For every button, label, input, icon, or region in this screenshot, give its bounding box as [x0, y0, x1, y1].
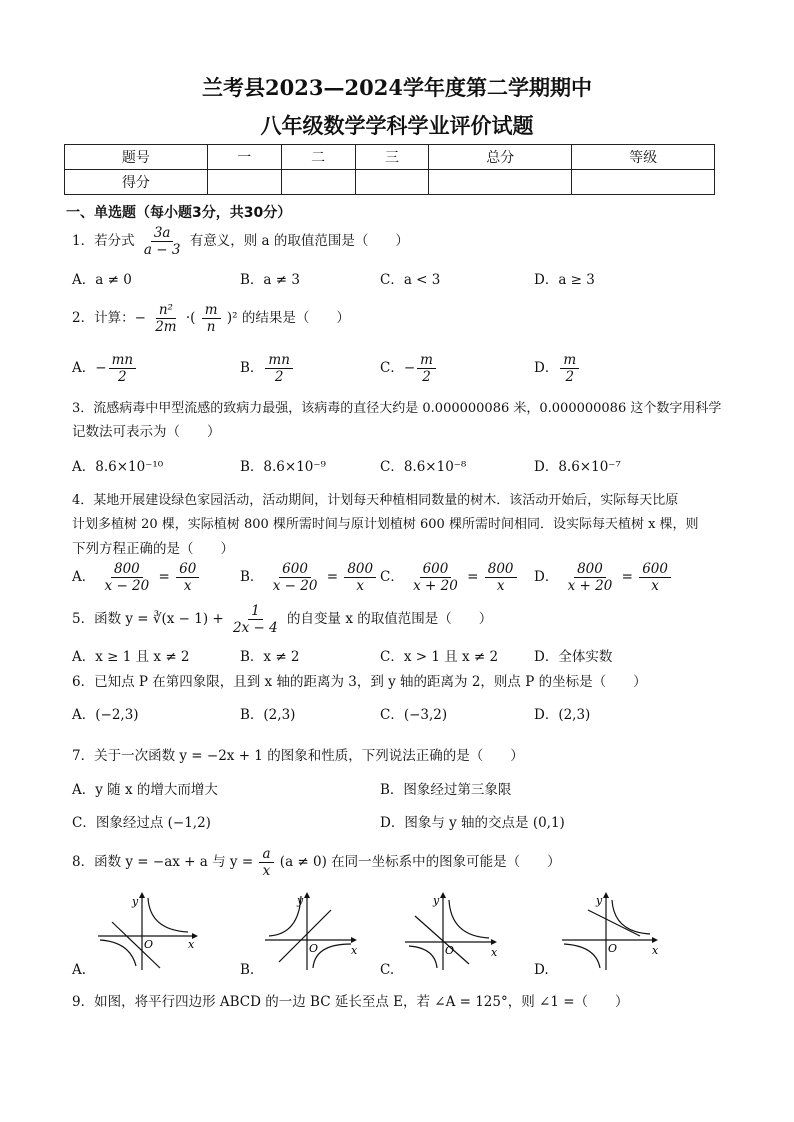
- question-1-stem: [72, 225, 409, 258]
- text: B．: [240, 569, 264, 585]
- option-a: [72, 352, 138, 385]
- score-table-score-row: [65, 170, 715, 195]
- option-c: [380, 561, 519, 594]
- option-a: A．y 随 x 的增大而增大: [72, 782, 218, 798]
- hyperbola-branch: [313, 944, 351, 968]
- numerator: 1: [248, 603, 263, 620]
- origin-label: O: [309, 942, 319, 955]
- question-3-line-2: 记数法可表示为（ ）: [72, 424, 221, 440]
- x-label: x: [188, 938, 195, 951]
- graph-c: [405, 890, 505, 972]
- option-a: A．x ≥ 1 且 x ≠ 2: [72, 649, 190, 665]
- option-c: C.: [380, 962, 395, 978]
- numerator: mn: [109, 352, 137, 369]
- graph-a: [98, 890, 198, 972]
- hyperbola-branch: [148, 898, 188, 932]
- question-6-stem: 6．已知点 P 在第四象限，且到 x 轴的距离为 3，到 y 轴的距离为 2，则点 P 的坐标是（ ）: [72, 674, 647, 690]
- denominator: 2: [422, 369, 431, 385]
- question-2-stem: [72, 302, 350, 335]
- numerator: 600: [420, 561, 452, 578]
- y-label: y: [297, 894, 304, 907]
- section-heading: 一、单选题（每小题3分，共30分）: [66, 205, 292, 221]
- option-c: C．(−3,2): [380, 707, 448, 723]
- exam-title: 兰考县2023—2024学年度第二学期期中: [202, 75, 592, 100]
- denominator: x − 20: [104, 578, 150, 594]
- x-label: x: [491, 946, 498, 959]
- score-table: [64, 144, 715, 195]
- option-d: D．8.6×10⁻⁷: [534, 459, 621, 475]
- text: (a ≠ 0) 在同一坐标系中的图象可能是（ ）: [279, 854, 561, 870]
- x-label: x: [652, 944, 659, 957]
- equals-sign: =: [158, 569, 170, 585]
- origin-label: O: [144, 938, 154, 951]
- equals-sign: =: [326, 569, 339, 585]
- denominator: n: [206, 319, 216, 335]
- fraction: [265, 352, 293, 385]
- numerator: 60: [176, 561, 199, 578]
- y-label: y: [433, 894, 440, 907]
- table-cell: [207, 170, 281, 195]
- text: )² 的结果是（ ）: [226, 310, 350, 326]
- option-b: B．(2,3): [240, 707, 296, 723]
- fraction: [410, 561, 461, 594]
- option-b: [240, 561, 378, 594]
- question-9-stem: 9．如图，将平行四边形 ABCD 的一边 BC 延长至点 E，若 ∠A = 125°，则 ∠1 =（ ）: [72, 994, 629, 1010]
- table-cell: [355, 170, 429, 195]
- option-b: [240, 352, 295, 385]
- fraction: [102, 561, 153, 594]
- option-b: B．x ≠ 2: [240, 649, 300, 665]
- hyperbola-branch: [409, 946, 437, 968]
- denominator: x + 20: [567, 578, 613, 594]
- table-cell: 三: [355, 145, 429, 170]
- denominator: x: [356, 578, 365, 594]
- text: C．: [380, 569, 404, 585]
- exam-subtitle: 八年级数学学科学业评价试题: [260, 113, 534, 138]
- option-d: [534, 352, 581, 385]
- option-d: [534, 561, 673, 594]
- option-c: C．x > 1 且 x ≠ 2: [380, 649, 499, 665]
- fraction: [176, 561, 199, 594]
- table-cell: [281, 170, 355, 195]
- numerator: 800: [344, 561, 376, 578]
- fraction: [230, 603, 281, 636]
- option-d: D．a ≥ 3: [534, 272, 595, 288]
- option-c: C．a < 3: [380, 272, 441, 288]
- text: C．−: [380, 360, 416, 376]
- hyperbola-branch: [564, 944, 600, 968]
- option-a: A.: [72, 962, 87, 978]
- numerator: mn: [265, 352, 293, 369]
- numerator: m: [560, 352, 579, 369]
- line-graph: [415, 916, 469, 964]
- question-7-stem: 7．关于一次函数 y = −2x + 1 的图象和性质，下列说法正确的是（ ）: [72, 748, 524, 764]
- option-c: C．8.6×10⁻⁸: [380, 459, 467, 475]
- table-cell: 二: [281, 145, 355, 170]
- denominator: x: [183, 578, 192, 594]
- option-a: [72, 561, 201, 594]
- denominator: a − 3: [143, 242, 181, 258]
- denominator: x: [651, 578, 659, 594]
- text: D．: [534, 360, 559, 376]
- equals-sign: =: [621, 569, 633, 585]
- numerator: 800: [485, 561, 517, 578]
- numerator: 800: [574, 561, 606, 578]
- text: 8．函数 y = −ax + a 与 y =: [72, 854, 254, 870]
- y-axis-arrow: [440, 892, 446, 898]
- y-axis-arrow: [603, 892, 609, 898]
- y-label: y: [132, 895, 139, 908]
- table-cell: [572, 170, 715, 195]
- equals-sign: =: [467, 569, 479, 585]
- option-c: C．图象经过点 (−1,2): [72, 815, 211, 831]
- option-d: D.: [534, 962, 549, 978]
- option-d: D．(2,3): [534, 707, 591, 723]
- option-d: D．全体实数: [534, 649, 613, 665]
- option-a: A．8.6×10⁻¹⁰: [72, 459, 164, 475]
- text: 1．若分式: [72, 233, 135, 249]
- option-d: D．图象与 y 轴的交点是 (0,1): [380, 815, 565, 831]
- denominator: 2x − 4: [233, 620, 278, 636]
- line-graph: [279, 910, 331, 962]
- question-4-line-2: 计划多植树 20 棵，实际植树 800 棵所需时间与原计划植树 600 棵所需时间相同．设实际每天植树 x 棵，则: [72, 517, 699, 532]
- x-axis-arrow: [491, 939, 497, 945]
- option-c: [380, 352, 438, 385]
- fraction: [202, 302, 221, 335]
- table-cell: 等级: [572, 145, 715, 170]
- numerator: a: [259, 846, 273, 863]
- denominator: x − 20: [272, 578, 318, 594]
- numerator: m: [202, 302, 221, 319]
- line-graph: [588, 910, 640, 936]
- fraction: [417, 352, 436, 385]
- graph-d: [562, 890, 662, 972]
- origin-label: O: [608, 942, 618, 955]
- x-axis-arrow: [652, 937, 658, 943]
- denominator: x: [262, 863, 271, 879]
- table-cell: 总分: [429, 145, 572, 170]
- question-5-stem: [72, 603, 492, 636]
- numerator: 3a: [151, 225, 174, 242]
- text: D．: [534, 569, 559, 585]
- y-label: y: [596, 894, 603, 907]
- text: ·(: [185, 310, 196, 326]
- text: 的自变量 x 的取值范围是（ ）: [287, 611, 493, 627]
- text: 有意义，则 a 的取值范围是（ ）: [189, 233, 409, 249]
- option-b: B.: [240, 962, 255, 978]
- numerator: 800: [111, 561, 143, 578]
- question-3-line-1: 3．流感病毒中甲型流感的致病力最强，该病毒的直径大约是 0.000000086 米，0.000000086 这个数字用科学: [72, 401, 722, 416]
- x-axis-arrow: [351, 937, 357, 943]
- option-a: A．(−2,3): [72, 707, 139, 723]
- fraction: [152, 302, 179, 335]
- option-b: B．图象经过第三象限: [380, 782, 512, 798]
- denominator: x: [496, 578, 505, 594]
- numerator: 600: [279, 561, 311, 578]
- text: A．: [72, 569, 96, 585]
- denominator: 2: [274, 369, 284, 385]
- option-b: B．a ≠ 3: [240, 272, 300, 288]
- numerator: 600: [639, 561, 671, 578]
- hyperbola-branch: [449, 900, 489, 938]
- y-axis-arrow: [139, 892, 145, 898]
- hyperbola-branch: [100, 940, 136, 966]
- table-cell: 得分: [65, 170, 208, 195]
- fraction: [259, 846, 273, 879]
- score-table-header-row: [65, 145, 715, 170]
- table-cell: 题号: [65, 145, 208, 170]
- x-label: x: [351, 944, 358, 957]
- option-a: A．a ≠ 0: [72, 272, 132, 288]
- text: B．: [240, 360, 264, 376]
- numerator: m: [417, 352, 436, 369]
- denominator: 2m: [155, 319, 177, 335]
- question-4-line-3: 下列方程正确的是（ ）: [72, 541, 234, 557]
- fraction: [344, 561, 376, 594]
- origin-label: O: [445, 944, 455, 957]
- option-b: B．8.6×10⁻⁹: [240, 459, 326, 475]
- question-4-line-1: 4．某地开展建设绿色家园活动，活动期间，计划每天种植相同数量的树木．该活动开始后，实际每天比原: [72, 493, 679, 508]
- numerator: n²: [156, 302, 176, 319]
- table-cell: 一: [207, 145, 281, 170]
- fraction: [270, 561, 321, 594]
- graph-b: [265, 890, 365, 972]
- fraction: [565, 561, 616, 594]
- fraction: [109, 352, 137, 385]
- fraction: [639, 561, 671, 594]
- text: 5．函数 y = ∛(x − 1) +: [72, 611, 224, 627]
- fraction: [141, 225, 184, 258]
- fraction: [560, 352, 579, 385]
- table-cell: [429, 170, 572, 195]
- question-8-stem: [72, 846, 561, 879]
- denominator: 2: [118, 369, 127, 385]
- fraction: [485, 561, 517, 594]
- denominator: x + 20: [413, 578, 458, 594]
- text: 2．计算：−: [72, 310, 146, 326]
- hyperbola-branch: [612, 900, 650, 934]
- y-axis-arrow: [304, 892, 310, 898]
- denominator: 2: [565, 369, 575, 385]
- text: A．−: [72, 360, 107, 376]
